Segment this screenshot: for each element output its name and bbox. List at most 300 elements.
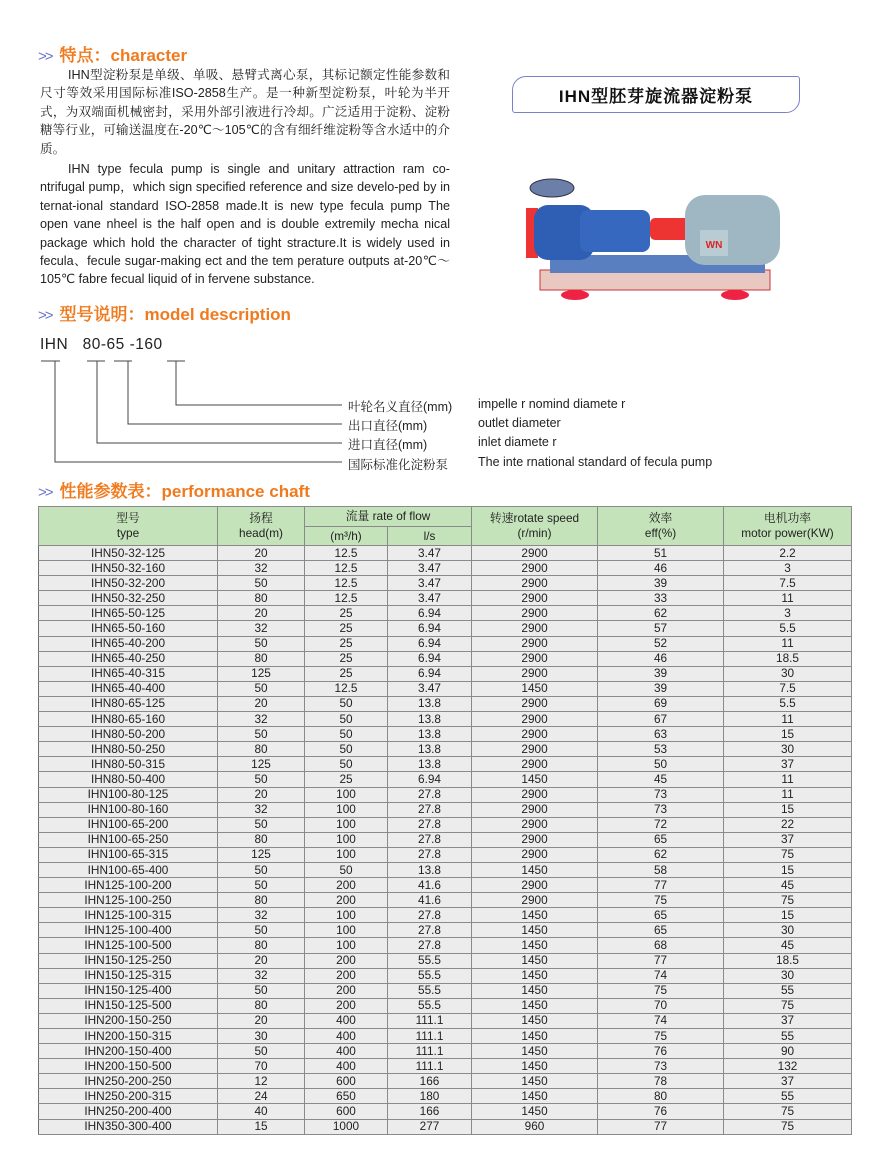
cell-head: 50 — [218, 772, 305, 787]
character-text-zh: IHN型淀粉泵是单级、单吸、悬臂式离心泵，其标记额定性能参数和尺寸等效采用国际标准ISO-2858生产。是一种新型淀粉泵，叶轮为半开式，为双端面机械密封，采用外部引液进行冷却。广泛适用于淀粉、淀粉糖等行业，可输送温度在-20℃～105℃的含有细纤维淀粉等含水适中的介质。 — [40, 68, 450, 156]
cell-type: IHN100-65-200 — [39, 817, 218, 832]
cell-flow-m3h: 1000 — [305, 1119, 388, 1134]
cell-type: IHN50-32-200 — [39, 576, 218, 591]
cell-eff: 39 — [598, 666, 724, 681]
cell-eff: 51 — [598, 546, 724, 561]
cell-head: 24 — [218, 1089, 305, 1104]
cell-speed: 2900 — [472, 561, 598, 576]
cell-flow-ls: 27.8 — [388, 923, 472, 938]
cell-eff: 53 — [598, 742, 724, 757]
character-text-en: IHN type fecula pump is single and unitary attraction ram co-ntrifugal pump，which sign specified reference and size develo-ped by in ternat-ional standard ISO-2858 made.It is new type fecula pump The open vane nheel is the half open and is double extremily mecha nical package which hold the character of tight stracture.It is widely used in fecula、fecule sugar-making ect and the tem perature outputs at-20℃～105℃ fabre fecual liquid of in fervene substance. — [40, 162, 450, 287]
cell-flow-m3h: 200 — [305, 953, 388, 968]
cell-flow-m3h: 100 — [305, 923, 388, 938]
table-row — [39, 757, 852, 772]
cell-head: 50 — [218, 1044, 305, 1059]
cell-type: IHN80-50-250 — [39, 742, 218, 757]
cell-type: IHN50-32-160 — [39, 561, 218, 576]
model-code-series: IHN — [40, 336, 69, 353]
cell-flow-ls: 6.94 — [388, 666, 472, 681]
cell-flow-m3h: 200 — [305, 968, 388, 983]
cell-type: IHN250-200-250 — [39, 1074, 218, 1089]
table-row — [39, 1119, 852, 1134]
cell-speed: 2900 — [472, 817, 598, 832]
cell-speed: 1450 — [472, 953, 598, 968]
table-row — [39, 908, 852, 923]
cell-flow-m3h: 600 — [305, 1074, 388, 1089]
cell-type: IHN125-100-200 — [39, 878, 218, 893]
cell-eff: 73 — [598, 1059, 724, 1074]
table-row — [39, 847, 852, 862]
performance-table — [38, 506, 852, 1135]
table-row — [39, 681, 852, 696]
cell-speed: 2900 — [472, 832, 598, 847]
cell-speed: 1450 — [472, 1104, 598, 1119]
cell-flow-m3h: 12.5 — [305, 546, 388, 561]
table-row — [39, 968, 852, 983]
cell-speed: 2900 — [472, 893, 598, 908]
cell-flow-m3h: 400 — [305, 1059, 388, 1074]
cell-flow-ls: 55.5 — [388, 998, 472, 1013]
cell-head: 50 — [218, 817, 305, 832]
cell-eff: 76 — [598, 1044, 724, 1059]
cell-head: 30 — [218, 1029, 305, 1044]
cell-power: 3 — [724, 606, 852, 621]
cell-power: 30 — [724, 666, 852, 681]
cell-flow-ls: 41.6 — [388, 878, 472, 893]
cell-head: 125 — [218, 847, 305, 862]
table-row — [39, 546, 852, 561]
model-item-inlet-en: inlet diamete r — [478, 435, 557, 449]
cell-flow-ls: 6.94 — [388, 606, 472, 621]
cell-eff: 72 — [598, 817, 724, 832]
table-row — [39, 742, 852, 757]
cell-head: 20 — [218, 696, 305, 711]
cell-flow-ls: 13.8 — [388, 712, 472, 727]
cell-flow-ls: 3.47 — [388, 681, 472, 696]
model-item-outlet: 出口直径(mm) — [348, 419, 428, 433]
cell-eff: 62 — [598, 606, 724, 621]
cell-flow-ls: 55.5 — [388, 968, 472, 983]
cell-eff: 77 — [598, 953, 724, 968]
cell-eff: 75 — [598, 893, 724, 908]
cell-flow-ls: 13.8 — [388, 862, 472, 877]
cell-speed: 2900 — [472, 636, 598, 651]
cell-speed: 1450 — [472, 923, 598, 938]
table-row — [39, 712, 852, 727]
cell-type: IHN65-40-400 — [39, 681, 218, 696]
cell-head: 80 — [218, 832, 305, 847]
cell-flow-m3h: 200 — [305, 983, 388, 998]
cell-head: 125 — [218, 666, 305, 681]
cell-eff: 76 — [598, 1104, 724, 1119]
cell-flow-ls: 55.5 — [388, 983, 472, 998]
table-row — [39, 606, 852, 621]
cell-power: 3 — [724, 561, 852, 576]
cell-type: IHN100-65-400 — [39, 862, 218, 877]
cell-flow-m3h: 25 — [305, 621, 388, 636]
cell-flow-m3h: 12.5 — [305, 561, 388, 576]
cell-type: IHN50-32-125 — [39, 546, 218, 561]
cell-type: IHN80-50-315 — [39, 757, 218, 772]
cell-head: 50 — [218, 923, 305, 938]
cell-type: IHN200-150-250 — [39, 1013, 218, 1028]
cell-head: 12 — [218, 1074, 305, 1089]
cell-type: IHN50-32-250 — [39, 591, 218, 606]
model-item-impeller-en: impelle r nomind diamete r — [478, 397, 626, 411]
table-row — [39, 1059, 852, 1074]
cell-flow-ls: 13.8 — [388, 696, 472, 711]
cell-flow-ls: 13.8 — [388, 742, 472, 757]
cell-flow-m3h: 25 — [305, 606, 388, 621]
cell-flow-ls: 27.8 — [388, 832, 472, 847]
cell-speed: 2900 — [472, 878, 598, 893]
cell-eff: 80 — [598, 1089, 724, 1104]
cell-eff: 68 — [598, 938, 724, 953]
table-row — [39, 1029, 852, 1044]
table-row — [39, 1013, 852, 1028]
header-type: 型号 type — [39, 507, 218, 546]
cell-power: 75 — [724, 1104, 852, 1119]
cell-head: 40 — [218, 1104, 305, 1119]
cell-flow-ls: 6.94 — [388, 621, 472, 636]
cell-head: 80 — [218, 998, 305, 1013]
cell-head: 50 — [218, 576, 305, 591]
cell-flow-m3h: 50 — [305, 727, 388, 742]
cell-power: 7.5 — [724, 576, 852, 591]
cell-type: IHN250-200-315 — [39, 1089, 218, 1104]
cell-flow-ls: 111.1 — [388, 1059, 472, 1074]
cell-flow-m3h: 50 — [305, 757, 388, 772]
cell-flow-ls: 6.94 — [388, 772, 472, 787]
header-flow: 流量 rate of flow — [305, 507, 472, 527]
cell-flow-m3h: 400 — [305, 1029, 388, 1044]
table-row — [39, 696, 852, 711]
cell-speed: 2900 — [472, 757, 598, 772]
cell-flow-ls: 166 — [388, 1104, 472, 1119]
cell-head: 80 — [218, 938, 305, 953]
cell-flow-ls: 111.1 — [388, 1044, 472, 1059]
cell-flow-ls: 277 — [388, 1119, 472, 1134]
cell-head: 32 — [218, 908, 305, 923]
cell-power: 18.5 — [724, 953, 852, 968]
cell-flow-m3h: 12.5 — [305, 576, 388, 591]
cell-type: IHN150-125-400 — [39, 983, 218, 998]
cell-power: 11 — [724, 636, 852, 651]
header-speed: 转速rotate speed (r/min) — [472, 507, 598, 546]
cell-type: IHN100-80-125 — [39, 787, 218, 802]
table-row — [39, 832, 852, 847]
cell-head: 32 — [218, 712, 305, 727]
cell-power: 37 — [724, 1074, 852, 1089]
cell-flow-ls: 27.8 — [388, 817, 472, 832]
cell-speed: 2900 — [472, 802, 598, 817]
cell-type: IHN65-50-125 — [39, 606, 218, 621]
cell-head: 80 — [218, 591, 305, 606]
cell-type: IHN65-50-160 — [39, 621, 218, 636]
cell-eff: 39 — [598, 681, 724, 696]
cell-type: IHN65-40-250 — [39, 651, 218, 666]
cell-head: 125 — [218, 757, 305, 772]
cell-power: 15 — [724, 802, 852, 817]
cell-power: 11 — [724, 772, 852, 787]
cell-eff: 70 — [598, 998, 724, 1013]
cell-type: IHN350-300-400 — [39, 1119, 218, 1134]
cell-speed: 1450 — [472, 772, 598, 787]
cell-head: 15 — [218, 1119, 305, 1134]
model-code-inlet: 80- — [82, 336, 107, 353]
table-row — [39, 772, 852, 787]
cell-flow-ls: 27.8 — [388, 787, 472, 802]
cell-speed: 2900 — [472, 591, 598, 606]
section-heading-character: >> 特点：character — [38, 46, 188, 65]
cell-type: IHN125-100-315 — [39, 908, 218, 923]
cell-flow-m3h: 25 — [305, 772, 388, 787]
cell-eff: 39 — [598, 576, 724, 591]
section-heading-performance: >> 性能参数表：performance chaft — [38, 482, 310, 501]
cell-speed: 2900 — [472, 576, 598, 591]
cell-type: IHN65-40-315 — [39, 666, 218, 681]
table-row — [39, 561, 852, 576]
cell-power: 37 — [724, 757, 852, 772]
cell-eff: 73 — [598, 787, 724, 802]
cell-flow-m3h: 100 — [305, 938, 388, 953]
cell-flow-ls: 111.1 — [388, 1029, 472, 1044]
cell-flow-ls: 27.8 — [388, 908, 472, 923]
table-row — [39, 938, 852, 953]
cell-flow-m3h: 12.5 — [305, 681, 388, 696]
cell-flow-ls: 166 — [388, 1074, 472, 1089]
table-row — [39, 727, 852, 742]
table-row — [39, 862, 852, 877]
header-head: 扬程 head(m) — [218, 507, 305, 546]
cell-flow-ls: 13.8 — [388, 757, 472, 772]
cell-speed: 1450 — [472, 681, 598, 696]
cell-power: 132 — [724, 1059, 852, 1074]
cell-flow-m3h: 100 — [305, 817, 388, 832]
cell-power: 15 — [724, 727, 852, 742]
cell-eff: 77 — [598, 878, 724, 893]
cell-flow-ls: 27.8 — [388, 938, 472, 953]
cell-flow-m3h: 400 — [305, 1013, 388, 1028]
model-code-impeller: -160 — [129, 336, 163, 353]
cell-power: 7.5 — [724, 681, 852, 696]
cell-flow-ls: 27.8 — [388, 802, 472, 817]
cell-flow-m3h: 400 — [305, 1044, 388, 1059]
cell-power: 5.5 — [724, 696, 852, 711]
cell-flow-m3h: 50 — [305, 696, 388, 711]
cell-power: 75 — [724, 1119, 852, 1134]
cell-type: IHN80-65-125 — [39, 696, 218, 711]
cell-speed: 2900 — [472, 696, 598, 711]
cell-eff: 75 — [598, 1029, 724, 1044]
cell-flow-ls: 3.47 — [388, 576, 472, 591]
cell-flow-m3h: 100 — [305, 847, 388, 862]
cell-power: 75 — [724, 893, 852, 908]
cell-power: 18.5 — [724, 651, 852, 666]
table-row — [39, 878, 852, 893]
cell-flow-m3h: 200 — [305, 878, 388, 893]
cell-speed: 1450 — [472, 938, 598, 953]
table-row — [39, 953, 852, 968]
cell-eff: 67 — [598, 712, 724, 727]
cell-type: IHN80-50-200 — [39, 727, 218, 742]
cell-power: 55 — [724, 983, 852, 998]
cell-type: IHN100-65-315 — [39, 847, 218, 862]
table-row — [39, 591, 852, 606]
cell-speed: 2900 — [472, 666, 598, 681]
table-row — [39, 1089, 852, 1104]
model-item-impeller: 叶轮名义直径(mm) — [348, 400, 453, 414]
cell-power: 75 — [724, 998, 852, 1013]
cell-eff: 69 — [598, 696, 724, 711]
cell-flow-m3h: 25 — [305, 651, 388, 666]
cell-head: 50 — [218, 681, 305, 696]
model-code-outlet: 65 — [106, 336, 125, 353]
section-heading-model: >> 型号说明：model description — [38, 305, 291, 324]
model-item-standard-en: The inte rnational standard of fecula pump — [478, 455, 713, 469]
cell-head: 32 — [218, 561, 305, 576]
cell-flow-m3h: 650 — [305, 1089, 388, 1104]
cell-power: 55 — [724, 1089, 852, 1104]
cell-power: 55 — [724, 1029, 852, 1044]
cell-type: IHN125-100-500 — [39, 938, 218, 953]
table-row — [39, 621, 852, 636]
cell-eff: 65 — [598, 908, 724, 923]
cell-flow-m3h: 100 — [305, 787, 388, 802]
table-row — [39, 1104, 852, 1119]
cell-type: IHN125-100-250 — [39, 893, 218, 908]
header-eff: 效率 eff(%) — [598, 507, 724, 546]
table-row — [39, 1074, 852, 1089]
cell-eff: 63 — [598, 727, 724, 742]
cell-eff: 58 — [598, 862, 724, 877]
cell-power: 90 — [724, 1044, 852, 1059]
cell-type: IHN80-50-400 — [39, 772, 218, 787]
cell-eff: 78 — [598, 1074, 724, 1089]
cell-type: IHN65-40-200 — [39, 636, 218, 651]
cell-eff: 46 — [598, 651, 724, 666]
cell-type: IHN125-100-400 — [39, 923, 218, 938]
cell-flow-m3h: 50 — [305, 712, 388, 727]
cell-flow-ls: 180 — [388, 1089, 472, 1104]
cell-head: 32 — [218, 968, 305, 983]
table-row — [39, 651, 852, 666]
cell-flow-m3h: 200 — [305, 998, 388, 1013]
cell-speed: 2900 — [472, 847, 598, 862]
cell-flow-m3h: 25 — [305, 666, 388, 681]
cell-flow-m3h: 100 — [305, 908, 388, 923]
cell-flow-m3h: 200 — [305, 893, 388, 908]
cell-eff: 77 — [598, 1119, 724, 1134]
cell-speed: 1450 — [472, 1013, 598, 1028]
cell-speed: 2900 — [472, 712, 598, 727]
cell-power: 45 — [724, 878, 852, 893]
cell-power: 22 — [724, 817, 852, 832]
cell-head: 80 — [218, 651, 305, 666]
cell-head: 32 — [218, 802, 305, 817]
table-row — [39, 817, 852, 832]
cell-type: IHN80-65-160 — [39, 712, 218, 727]
cell-head: 50 — [218, 862, 305, 877]
cell-flow-ls: 3.47 — [388, 591, 472, 606]
cell-head: 50 — [218, 983, 305, 998]
cell-speed: 1450 — [472, 1044, 598, 1059]
model-item-outlet-en: outlet diameter — [478, 416, 561, 430]
cell-power: 37 — [724, 1013, 852, 1028]
cell-power: 37 — [724, 832, 852, 847]
table-row — [39, 802, 852, 817]
cell-power: 15 — [724, 862, 852, 877]
cell-flow-ls: 55.5 — [388, 953, 472, 968]
cell-power: 5.5 — [724, 621, 852, 636]
cell-head: 50 — [218, 727, 305, 742]
table-row — [39, 998, 852, 1013]
cell-power: 30 — [724, 923, 852, 938]
cell-speed: 1450 — [472, 1089, 598, 1104]
table-row — [39, 636, 852, 651]
cell-flow-ls: 6.94 — [388, 651, 472, 666]
cell-type: IHN200-150-400 — [39, 1044, 218, 1059]
cell-speed: 2900 — [472, 606, 598, 621]
cell-power: 75 — [724, 847, 852, 862]
header-flow-m3h: (m³/h) — [305, 527, 388, 546]
cell-flow-ls: 3.47 — [388, 546, 472, 561]
cell-flow-m3h: 12.5 — [305, 591, 388, 606]
cell-speed: 1450 — [472, 968, 598, 983]
cell-type: IHN250-200-400 — [39, 1104, 218, 1119]
cell-eff: 50 — [598, 757, 724, 772]
table-row — [39, 666, 852, 681]
table-row — [39, 1044, 852, 1059]
cell-speed: 1450 — [472, 983, 598, 998]
cell-type: IHN100-65-250 — [39, 832, 218, 847]
table-row — [39, 923, 852, 938]
cell-eff: 33 — [598, 591, 724, 606]
cell-head: 50 — [218, 878, 305, 893]
cell-eff: 46 — [598, 561, 724, 576]
table-row — [39, 893, 852, 908]
cell-eff: 52 — [598, 636, 724, 651]
cell-type: IHN150-125-315 — [39, 968, 218, 983]
cell-flow-m3h: 100 — [305, 802, 388, 817]
cell-speed: 1450 — [472, 862, 598, 877]
cell-eff: 62 — [598, 847, 724, 862]
cell-speed: 1450 — [472, 998, 598, 1013]
cell-speed: 1450 — [472, 1074, 598, 1089]
header-flow-ls: l/s — [388, 527, 472, 546]
cell-flow-ls: 111.1 — [388, 1013, 472, 1028]
cell-speed: 2900 — [472, 651, 598, 666]
cell-head: 50 — [218, 636, 305, 651]
cell-flow-ls: 27.8 — [388, 847, 472, 862]
cell-speed: 2900 — [472, 727, 598, 742]
cell-power: 15 — [724, 908, 852, 923]
cell-head: 80 — [218, 893, 305, 908]
cell-flow-m3h: 25 — [305, 636, 388, 651]
cell-speed: 2900 — [472, 742, 598, 757]
cell-eff: 65 — [598, 832, 724, 847]
table-row — [39, 576, 852, 591]
table-row — [39, 787, 852, 802]
product-title: IHN型胚芽旋流器淀粉泵 — [512, 76, 800, 113]
cell-type: IHN200-150-500 — [39, 1059, 218, 1074]
cell-eff: 73 — [598, 802, 724, 817]
model-item-standard: 国际标准化淀粉泵 — [348, 458, 449, 472]
cell-head: 20 — [218, 546, 305, 561]
cell-eff: 45 — [598, 772, 724, 787]
cell-power: 11 — [724, 787, 852, 802]
cell-flow-m3h: 100 — [305, 832, 388, 847]
